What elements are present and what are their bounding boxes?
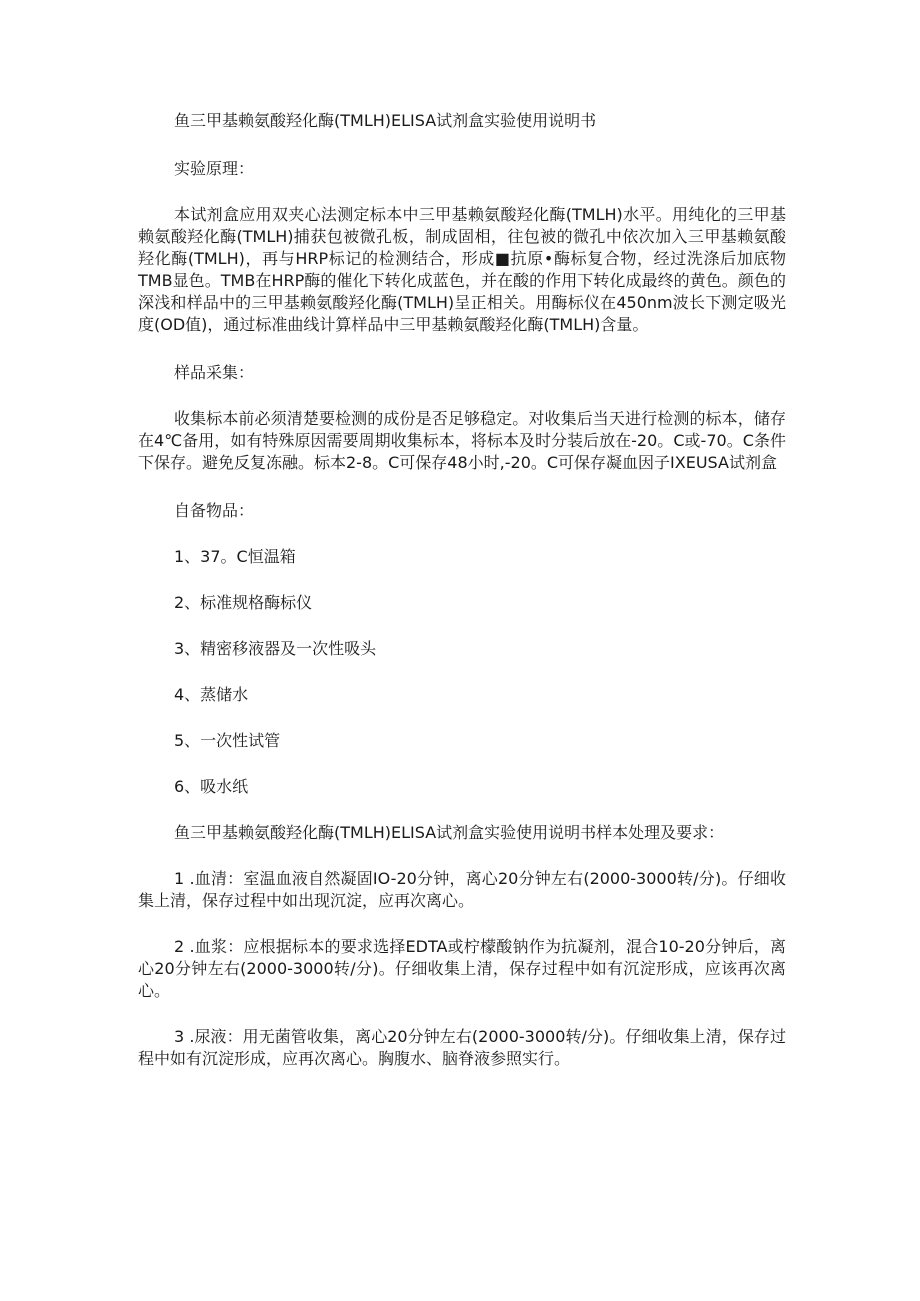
principle-paragraph: 本试剂盒应用双夹心法测定标本中三甲基赖氨酸羟化酶(TMLH)水平。用纯化的三甲基赖氨酸羟化酶(TMLH)捕获包被微孔板，制成固相，往包被的微孔中依次加入三甲基赖氨酸羟化酶(TMLH)，再与HRP标记的检测结合，形成■抗原•酶标复合物，经过洗涤后加底物TMB显色。TMB在HRP酶的催化下转化成蓝色，并在酸的作用下转化成最终的黄色。颜色的深浅和样品中的三甲基赖氨酸羟化酶(TMLH)呈正相关。用酶标仪在450nm波长下测定吸光度(OD值)，通过标准曲线计算样品中三甲基赖氨酸羟化酶(TMLH)含量。 (138, 205, 786, 334)
materials-item: 6、吸水纸 (174, 777, 249, 796)
sample-heading: 样品采集： (174, 363, 255, 382)
document-title: 鱼三甲基赖氨酸羟化酶(TMLH)ELISA试剂盒实验使用说明书 (174, 111, 597, 130)
materials-heading: 自备物品： (174, 501, 255, 520)
document-page (138, 110, 786, 1070)
materials-item: 1、37。C恒温箱 (174, 547, 296, 566)
materials-item: 5、一次性试管 (174, 731, 281, 750)
materials-item: 4、蒸储水 (174, 685, 249, 704)
materials-item: 3、精密移液器及一次性吸头 (174, 639, 377, 658)
principle-heading: 实验原理： (174, 159, 255, 178)
sample-paragraph: 收集标本前必须清楚要检测的成份是否足够稳定。对收集后当天进行检测的标本，储存在4℃备用，如有特殊原因需要周期收集标本，将标本及时分装后放在-20。C或-70。C条件下保存。避免反复冻融。标本2-8。C可保存48小时,-20。C可保存凝血因子IXEUSA试剂盒 (138, 409, 786, 472)
processing-heading: 鱼三甲基赖氨酸羟化酶(TMLH)ELISA试剂盒实验使用说明书样本处理及要求： (174, 823, 725, 842)
processing-serum: 1 .血清：室温血液自然凝固IO-20分钟，离心20分钟左右(2000-3000转/分)。仔细收集上清，保存过程中如出现沉淀，应再次离心。 (138, 869, 786, 910)
processing-urine: 3 .尿液：用无菌管收集，离心20分钟左右(2000-3000转/分)。仔细收集上清，保存过程中如有沉淀形成，应再次离心。胸腹水、脑脊液参照实行。 (138, 1027, 786, 1068)
materials-item: 2、标准规格酶标仪 (174, 593, 313, 612)
processing-plasma: 2 .血浆：应根据标本的要求选择EDTA或柠檬酸钠作为抗凝剂，混合10-20分钟后，离心20分钟左右(2000-3000转/分)。仔细收集上清，保存过程中如有沉淀形成，应该再次离心。 (138, 937, 786, 1000)
